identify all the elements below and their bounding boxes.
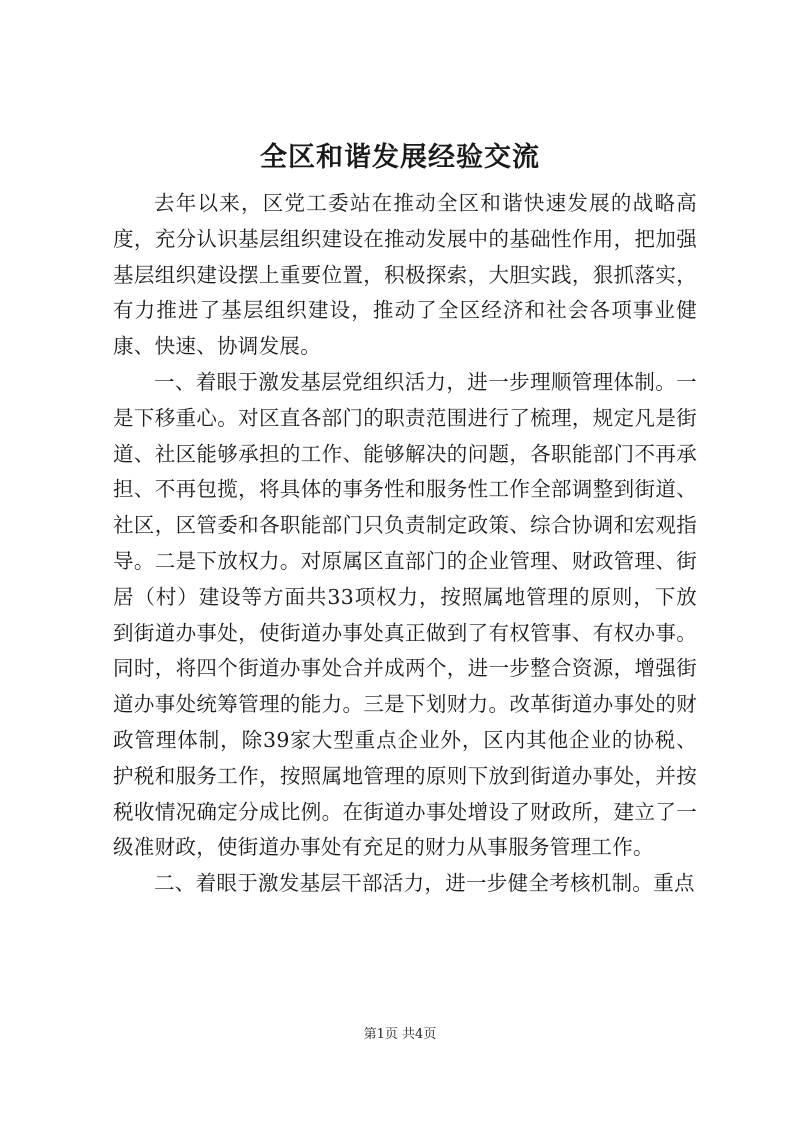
paragraph-section-two: 二、着眼于激发基层干部活力，进一步健全考核机制。重点 [154,871,695,896]
paragraph-section-one: 一、着眼于激发基层党组织活力，进一步理顺管理体制。一是下移重心。对区直各部门的职责范围进行了梳理，规定凡是街道、社区能够承担的工作、能够解决的问题，各职能部门不再承担、不再包揽，将具体的事务性和服务性工作全部调整到街道、社区，区管委和各职能部门只负责制定政策、综合协调和宏观指导。二是下放权力。对原属区直部门的企业管理、财政管理、街居（村）建设等方面共33项权力，按照属地管理的原则，下放到街道办事处，使街道办事处真正做到了有权管事、有权办事。同时，将四个街道办事处合并成两个，进一步整合资源，增强街道办事处统筹管理的能力。三是下划财力。改革街道办事处的财政管理体制，除39家大型重点企业外，区内其他企业的协税、护税和服务工作，按照属地管理的原则下放到街道办事处，并按税收情况确定分成比例。在街道办事处增设了财政所，建立了一级准财政，使街道办事处有充足的财力从事服务管理工作。 [113,369,697,860]
document-body [113,186,697,902]
paragraph-intro: 去年以来，区党工委站在推动全区和谐快速发展的战略高度，充分认识基层组织建设在推动发展中的基础性作用，把加强基层组织建设摆上重要位置，积极探索，大胆实践，狠抓落实，有力推进了基层组织建设，推动了全区经济和社会各项事业健康、快速、协调发展。 [113,191,697,359]
page-footer: 第1页 共4页 [363,1027,437,1042]
document-title: 全区和谐发展经验交流 [260,142,540,173]
